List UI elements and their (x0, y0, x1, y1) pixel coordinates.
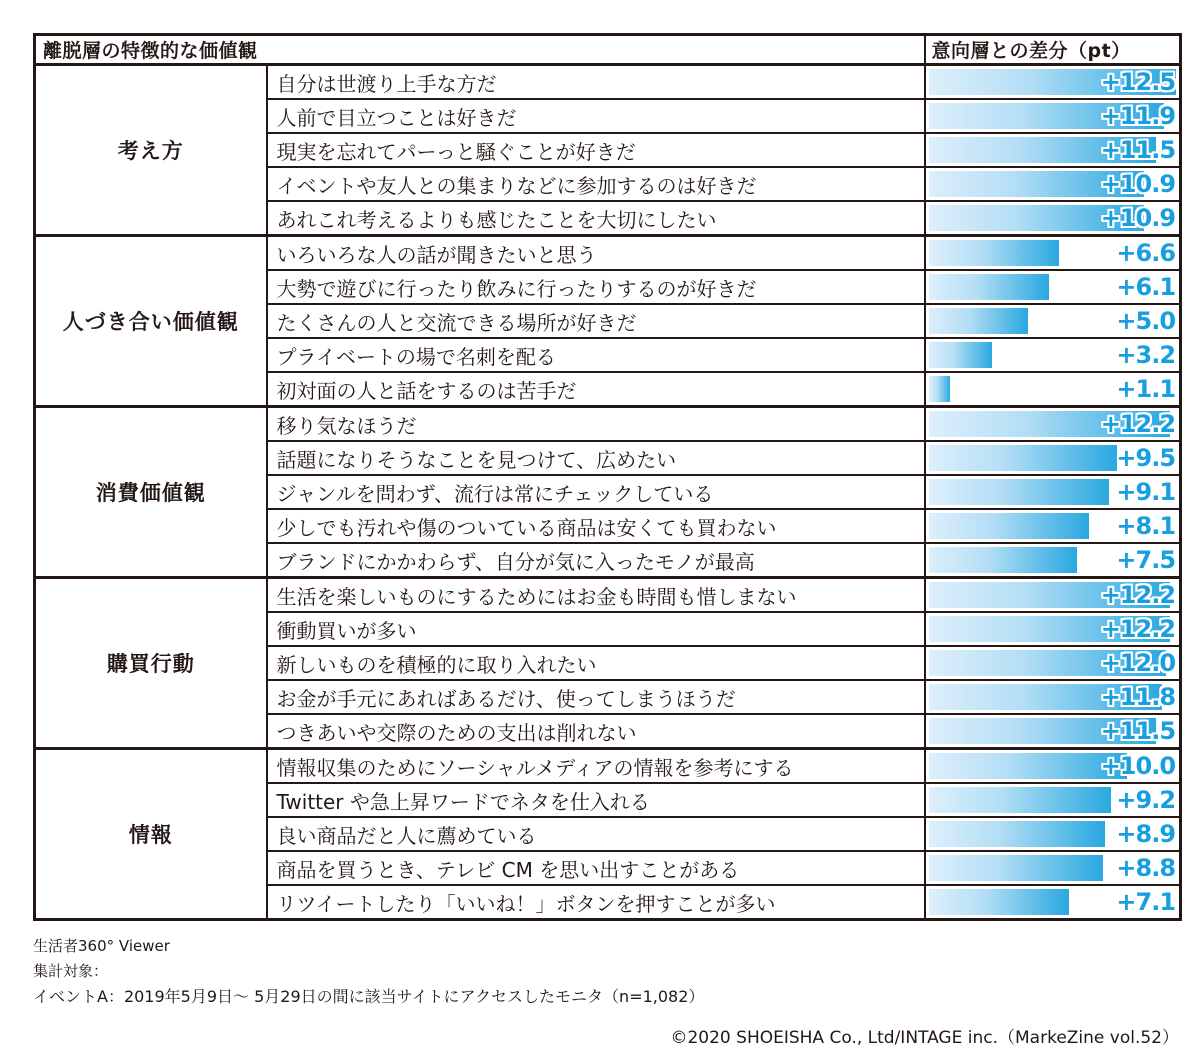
value-bar (929, 821, 1105, 847)
table-title: 離脱層の特徴的な価値観 (35, 35, 925, 65)
statement-cell: 自分は世渡り上手な方だ (267, 65, 925, 100)
bar-cell (925, 65, 1181, 100)
bar-cell (925, 338, 1181, 372)
aggregation-target-label: 集計対象： (33, 962, 109, 980)
value-label: +3.2 (1116, 341, 1176, 369)
value-label: +12.0 (1100, 649, 1176, 677)
statement-cell: ジャンルを問わず、流行は常にチェックしている (267, 475, 925, 509)
value-label: +11.5 (1100, 136, 1176, 164)
value-label: +5.0 (1116, 307, 1176, 335)
value-label: +8.9 (1116, 820, 1176, 848)
value-bar (929, 376, 951, 402)
footnotes (33, 934, 1179, 1009)
statement-cell: つきあいや交際のための支出は削れない (267, 714, 925, 749)
bar-cell (925, 475, 1181, 509)
bar-cell (925, 680, 1181, 714)
value-label: +8.1 (1116, 512, 1176, 540)
value-label: +6.1 (1116, 273, 1176, 301)
statement-cell: 商品を買うとき、テレビ CM を思い出すことがある (267, 851, 925, 885)
table-body (35, 35, 1181, 920)
value-label: +11.5 (1100, 717, 1176, 745)
bar-cell (925, 372, 1181, 407)
value-bar (929, 479, 1109, 505)
bar-cell (925, 407, 1181, 442)
value-label: +9.1 (1116, 478, 1176, 506)
value-label: +12.5 (1100, 68, 1176, 96)
value-label: +1.1 (1116, 375, 1176, 403)
statement-cell: お金が手元にあればあるだけ、使ってしまうほうだ (267, 680, 925, 714)
bar-cell (925, 749, 1181, 784)
statement-cell: 情報収集のためにソーシャルメディアの情報を参考にする (267, 749, 925, 784)
statement-cell: 人前で目立つことは好きだ (267, 99, 925, 133)
value-label: +11.8 (1100, 683, 1176, 711)
statement-cell: あれこれ考えるよりも感じたことを大切にしたい (267, 201, 925, 236)
bar-cell (925, 133, 1181, 167)
sample-note: イベントA：2019年5月9日〜 5月29日の間に該当サイトにアクセスしたモニタ（n=1,082） (33, 987, 705, 1006)
statement-cell: リツイートしたり「いいね！」ボタンを押すことが多い (267, 885, 925, 920)
value-bar (929, 342, 992, 368)
statement-cell: 衝動買いが多い (267, 612, 925, 646)
value-bar (929, 513, 1089, 539)
value-label: +12.2 (1100, 410, 1176, 438)
table-row (35, 749, 1181, 784)
header-row (35, 35, 1181, 65)
value-label: +7.5 (1116, 546, 1176, 574)
bar-cell (925, 646, 1181, 680)
value-label: +8.8 (1116, 854, 1176, 882)
value-label: +10.9 (1100, 170, 1176, 198)
statement-cell: いろいろな人の話が聞きたいと思う (267, 236, 925, 271)
statement-cell: 話題になりそうなことを見つけて、広めたい (267, 441, 925, 475)
bar-cell (925, 509, 1181, 543)
table-row (35, 236, 1181, 271)
value-column-header: 意向層との差分（pt） (925, 35, 1181, 65)
value-label: +10.0 (1100, 752, 1176, 780)
bar-cell (925, 543, 1181, 578)
value-label: +12.2 (1100, 581, 1176, 609)
category-cell: 消費価値観 (35, 407, 267, 578)
bar-cell (925, 201, 1181, 236)
bar-cell (925, 167, 1181, 201)
statement-cell: プライベートの場で名刺を配る (267, 338, 925, 372)
value-label: +7.1 (1116, 888, 1176, 916)
bar-cell (925, 270, 1181, 304)
statement-cell: 生活を楽しいものにするためにはお金も時間も惜しまない (267, 578, 925, 613)
bar-cell (925, 885, 1181, 920)
value-bar (929, 889, 1070, 915)
value-label: +12.2 (1100, 615, 1176, 643)
value-bar (929, 547, 1078, 573)
table-row (35, 65, 1181, 100)
value-label: +6.6 (1116, 239, 1176, 267)
statement-cell: イベントや友人との集まりなどに参加するのは好きだ (267, 167, 925, 201)
source-note: 生活者360° Viewer (33, 937, 170, 955)
statement-cell: 大勢で遊びに行ったり飲みに行ったりするのが好きだ (267, 270, 925, 304)
bar-cell (925, 851, 1181, 885)
category-cell: 考え方 (35, 65, 267, 236)
statement-cell: 現実を忘れてパーっと騒ぐことが好きだ (267, 133, 925, 167)
value-label: +9.5 (1116, 444, 1176, 472)
value-bar (929, 274, 1050, 300)
bar-cell (925, 714, 1181, 749)
statement-cell: ブランドにかかわらず、自分が気に入ったモノが最高 (267, 543, 925, 578)
values-table (33, 33, 1182, 921)
bar-cell (925, 578, 1181, 613)
statement-cell: たくさんの人と交流できる場所が好きだ (267, 304, 925, 338)
bar-cell (925, 236, 1181, 271)
bar-cell (925, 99, 1181, 133)
value-bar (929, 855, 1103, 881)
statement-cell: 初対面の人と話をするのは苦手だ (267, 372, 925, 407)
bar-cell (925, 612, 1181, 646)
value-label: +9.2 (1116, 786, 1176, 814)
bar-cell (925, 783, 1181, 817)
category-cell: 人づき合い価値観 (35, 236, 267, 407)
value-label: +11.9 (1100, 102, 1176, 130)
statement-cell: Twitter や急上昇ワードでネタを仕入れる (267, 783, 925, 817)
value-bar (929, 787, 1111, 813)
value-bar (929, 308, 1028, 334)
value-label: +10.9 (1100, 204, 1176, 232)
statement-cell: 少しでも汚れや傷のついている商品は安くても買わない (267, 509, 925, 543)
table-row (35, 407, 1181, 442)
bar-cell (925, 817, 1181, 851)
category-cell: 情報 (35, 749, 267, 920)
figure-page (33, 33, 1179, 1048)
value-bar (929, 753, 1127, 779)
table-row (35, 578, 1181, 613)
statement-cell: 良い商品だと人に薦めている (267, 817, 925, 851)
copyright-notice: ©2020 SHOEISHA Co., Ltd/INTAGE inc.（MarkeZine vol.52） (670, 1028, 1179, 1048)
bar-cell (925, 304, 1181, 338)
bar-cell (925, 441, 1181, 475)
statement-cell: 新しいものを積極的に取り入れたい (267, 646, 925, 680)
value-bar (929, 240, 1060, 266)
statement-cell: 移り気なほうだ (267, 407, 925, 442)
value-bar (929, 445, 1117, 471)
category-cell: 購買行動 (35, 578, 267, 749)
